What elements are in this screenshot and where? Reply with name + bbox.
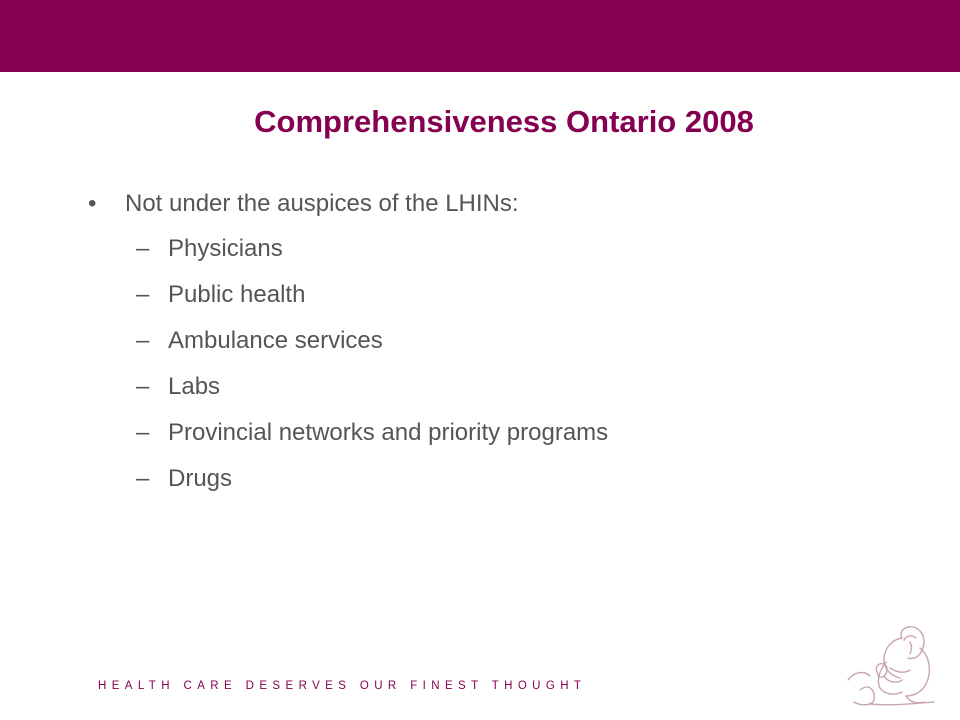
slide-body [88, 182, 908, 502]
sub-bullet-text: Labs [168, 373, 221, 400]
dash-icon: – [136, 327, 150, 354]
main-bullet [88, 182, 908, 226]
bullet-icon: • [88, 190, 97, 217]
dash-icon: – [136, 281, 150, 308]
sub-bullet-text: Public health [168, 281, 306, 308]
sub-bullet-list [88, 226, 908, 502]
dash-icon: – [136, 465, 150, 492]
main-bullet-text: Not under the auspices of the LHINs: [125, 190, 519, 217]
sub-bullet-item [88, 318, 908, 364]
dash-icon: – [136, 373, 150, 400]
sub-bullet-item [88, 364, 908, 410]
sub-bullet-item [88, 410, 908, 456]
sub-bullet-text: Drugs [168, 465, 233, 492]
slide-title: Comprehensiveness Ontario 2008 [254, 104, 754, 139]
sub-bullet-text: Physicians [168, 235, 283, 262]
sub-bullet-text: Provincial networks and priority programs [168, 419, 609, 446]
header-band [0, 0, 960, 72]
sub-bullet-item [88, 456, 908, 502]
sub-bullet-item [88, 226, 908, 272]
dash-icon: – [136, 419, 150, 446]
sub-bullet-item [88, 272, 908, 318]
mother-and-child-logo-icon [840, 620, 940, 710]
footer-tagline: HEALTH CARE DESERVES OUR FINEST THOUGHT [98, 680, 587, 692]
sub-bullet-text: Ambulance services [168, 327, 383, 354]
dash-icon: – [136, 235, 150, 262]
